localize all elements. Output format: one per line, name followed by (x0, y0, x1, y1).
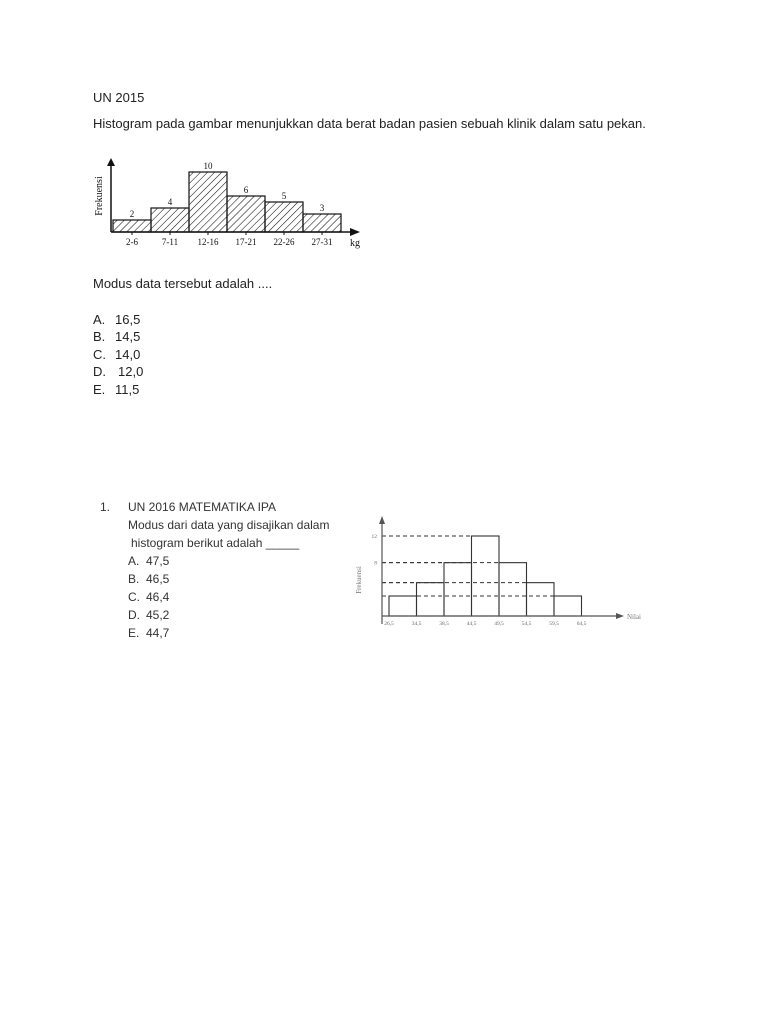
histogram-bar (472, 536, 500, 616)
q2-number: 1. (100, 500, 111, 514)
x-axis-label: Nilai (627, 613, 641, 621)
option-letter: C. (93, 347, 106, 362)
histogram-bar (265, 202, 303, 232)
bar-value-label: 3 (319, 203, 325, 213)
bar-value-label: 4 (167, 197, 173, 207)
bar-value-label: 5 (281, 191, 287, 201)
q2-block (100, 498, 329, 642)
q2-option-c[interactable] (100, 588, 329, 606)
x-tick-label: 27-31 (311, 237, 333, 247)
bar-value-label: 10 (203, 161, 213, 171)
histogram-bar (444, 563, 472, 616)
x-tick-label: 49,5 (494, 621, 504, 627)
bar-value-label: 2 (129, 209, 135, 219)
histogram-bar (227, 196, 265, 232)
option-value: 14,0 (115, 347, 141, 362)
option-letter: D. (93, 364, 106, 379)
q2-option-b[interactable] (100, 570, 329, 588)
x-tick-label: 7-11 (161, 237, 179, 247)
y-axis-label: Frekuensi (94, 176, 105, 216)
x-tick-label: 22-26 (273, 237, 295, 247)
q2-line2: histogram berikut adalah _____ (131, 536, 300, 550)
q1-statement: Histogram pada gambar menunjukkan data berat badan pasien sebuah klinik dalam satu pekan. (93, 116, 646, 131)
y-axis-arrow-icon (379, 516, 385, 524)
q1-option-b[interactable] (93, 328, 140, 345)
x-tick-label: 38,5 (439, 621, 449, 627)
histogram-bar (303, 214, 341, 232)
option-value: 44,7 (146, 626, 170, 640)
option-value: 46,4 (146, 590, 170, 604)
q1-option-d[interactable] (93, 363, 143, 380)
option-value: 14,5 (115, 329, 141, 344)
y-tick-label: 12 (371, 534, 377, 540)
x-tick-label: 12-16 (197, 237, 219, 247)
x-axis-arrow-icon (350, 228, 360, 236)
option-value: 47,5 (146, 554, 170, 568)
histogram-bar (389, 596, 417, 616)
histogram-bar (554, 596, 582, 616)
x-tick-label: 44,5 (466, 621, 477, 627)
histogram-bar (189, 172, 227, 232)
histogram-chart-1 (88, 150, 378, 260)
q1-option-c[interactable] (93, 346, 140, 363)
option-value: 45,2 (146, 608, 170, 622)
bar-value-label: 6 (243, 185, 249, 195)
option-letter: D. (128, 608, 140, 622)
q2-option-a[interactable] (100, 552, 329, 570)
q1-option-a[interactable] (93, 311, 140, 328)
x-tick-label: 2-6 (126, 237, 138, 247)
option-letter: A. (93, 312, 106, 327)
option-value: 12,0 (118, 364, 144, 379)
histogram-bar (417, 583, 445, 616)
histogram-bar (113, 220, 151, 232)
histogram-bar (527, 583, 555, 616)
option-value: 16,5 (115, 312, 141, 327)
option-value: 11,5 (115, 382, 140, 397)
x-axis-label: kg (350, 238, 360, 249)
x-tick-label: 59,5 (549, 621, 559, 627)
x-axis-arrow-icon (616, 613, 624, 619)
q2-heading: UN 2016 MATEMATIKA IPA (128, 500, 277, 514)
option-letter: B. (128, 572, 140, 586)
option-letter: E. (128, 626, 140, 640)
q2-line1: Modus dari data yang disajikan dalam (128, 518, 330, 532)
y-axis-arrow-icon (107, 158, 115, 166)
q1-question: Modus data tersebut adalah .... (93, 276, 273, 291)
x-tick-label: 64,5 (576, 621, 587, 627)
q1-option-e[interactable] (93, 381, 139, 398)
histogram-bar (499, 563, 527, 616)
option-letter: E. (93, 382, 106, 397)
q1-heading: UN 2015 (93, 90, 145, 105)
x-tick-label: 34,5 (411, 621, 422, 627)
x-tick-label: 54,5 (521, 621, 532, 627)
y-axis-label: Frekuensi (355, 566, 363, 594)
histogram-chart-2 (352, 508, 652, 638)
option-letter: A. (128, 554, 140, 568)
q2-option-d[interactable] (100, 606, 329, 624)
x-tick-label: 17-21 (235, 237, 257, 247)
histogram-bar (151, 208, 189, 232)
y-tick-label: 8 (374, 560, 377, 567)
q2-option-e[interactable] (100, 624, 329, 642)
option-letter: B. (93, 329, 106, 344)
option-value: 46,5 (146, 572, 170, 586)
option-letter: C. (128, 590, 140, 604)
x-tick-label: 26,5 (384, 621, 394, 627)
